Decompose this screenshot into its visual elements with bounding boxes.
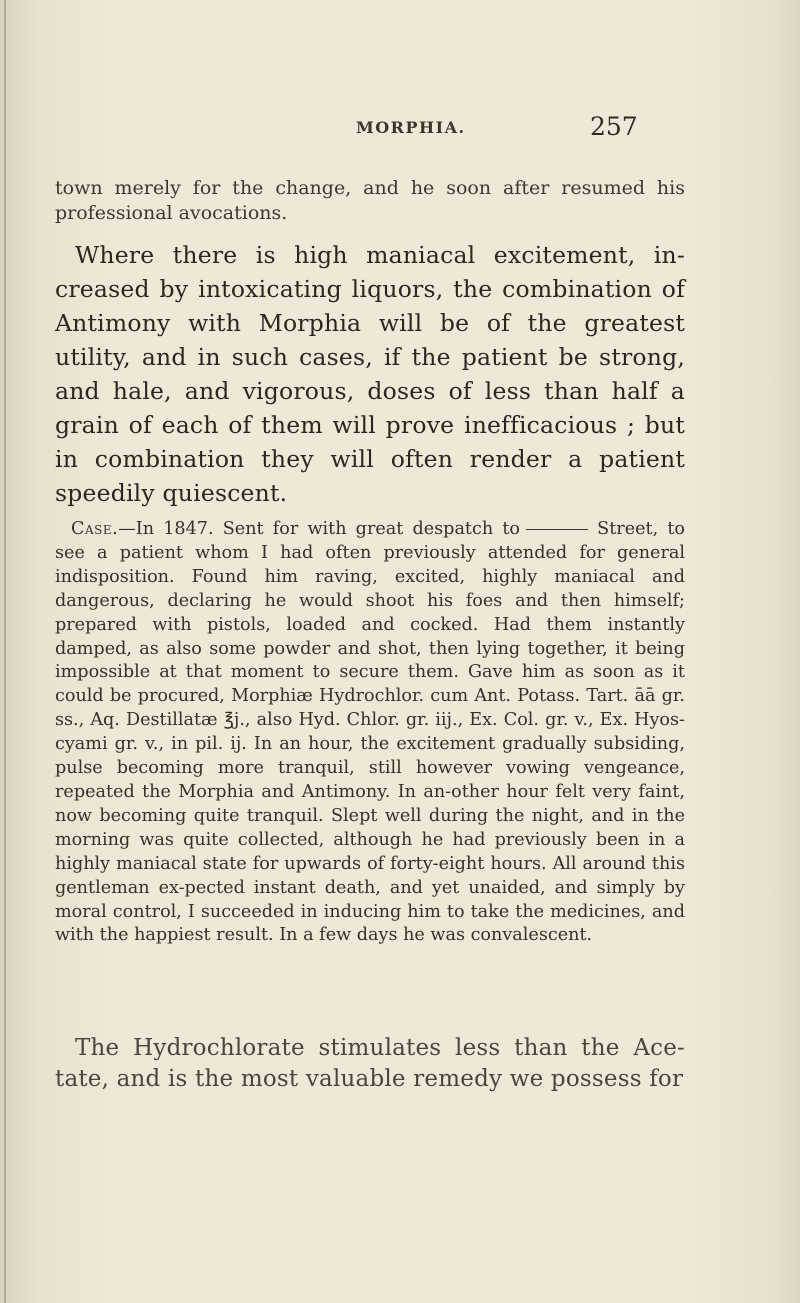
- closing-paragraph: [55, 1033, 685, 1095]
- binding-gutter: [4, 0, 6, 1303]
- page-header: [0, 114, 800, 144]
- redacted-street-rule: [526, 529, 588, 530]
- main-paragraph-text: Where there is high maniacal excitement, in-creased by intoxicating liquors, the combination of Antimony with Morphia will be of the greatest utility, and in such cases, if the patient be strong, and hale, and vigorous, doses of less than half a grain of each of them will prove inefficacious ; but in combination they will often render a patient speedily quiescent.: [55, 241, 685, 507]
- closing-paragraph-text: The Hydrochlorate stimulates less than the Ace-tate, and is the most valuable remedy we possess for: [55, 1035, 685, 1092]
- case-label: Case.: [71, 519, 119, 539]
- page-number: 257: [590, 112, 638, 141]
- running-title: MORPHIA.: [356, 118, 466, 137]
- case-paragraph: [55, 518, 685, 948]
- main-paragraph: [55, 238, 685, 510]
- case-body: Street, to see a patient whom I had often previously attended for general indisposition. Found him raving, excited, highly maniacal and dangerous, declaring he would shoot his foes and then himself; prepared with pistols, loaded and cocked. Had them instantly damped, as also some powder and shot, then lying together, it being impossible at that moment to secure them. Gave him as soon as it could be procured, Morphiæ Hydrochlor. cum Ant. Potass. Tart. āā gr. ss., Aq. Destillatæ ℥j., also Hyd. Chlor. gr. iij., Ex. Col. gr. v., Ex. Hyos-cyami gr. v., in pil. ij. In an hour, the excitement gradually subsiding, pulse becoming more tranquil, still however vowing vengeance, repeated the Morphia and Antimony. In an-other hour felt very faint, now becoming quite tranquil. Slept well during the night, and in the morning was quite collected, although he had previously been in a highly maniacal state for upwards of forty-eight hours. All around this gentleman ex-pected instant death, and yet unaided, and simply by moral control, I succeeded in inducing him to take the medicines, and with the happiest result. In a few days he was convalescent.: [55, 519, 686, 946]
- case-intro: —In 1847. Sent for with great despatch to: [118, 519, 521, 539]
- continuation-paragraph: town merely for the change, and he soon after resumed his professional avocations.: [55, 177, 685, 224]
